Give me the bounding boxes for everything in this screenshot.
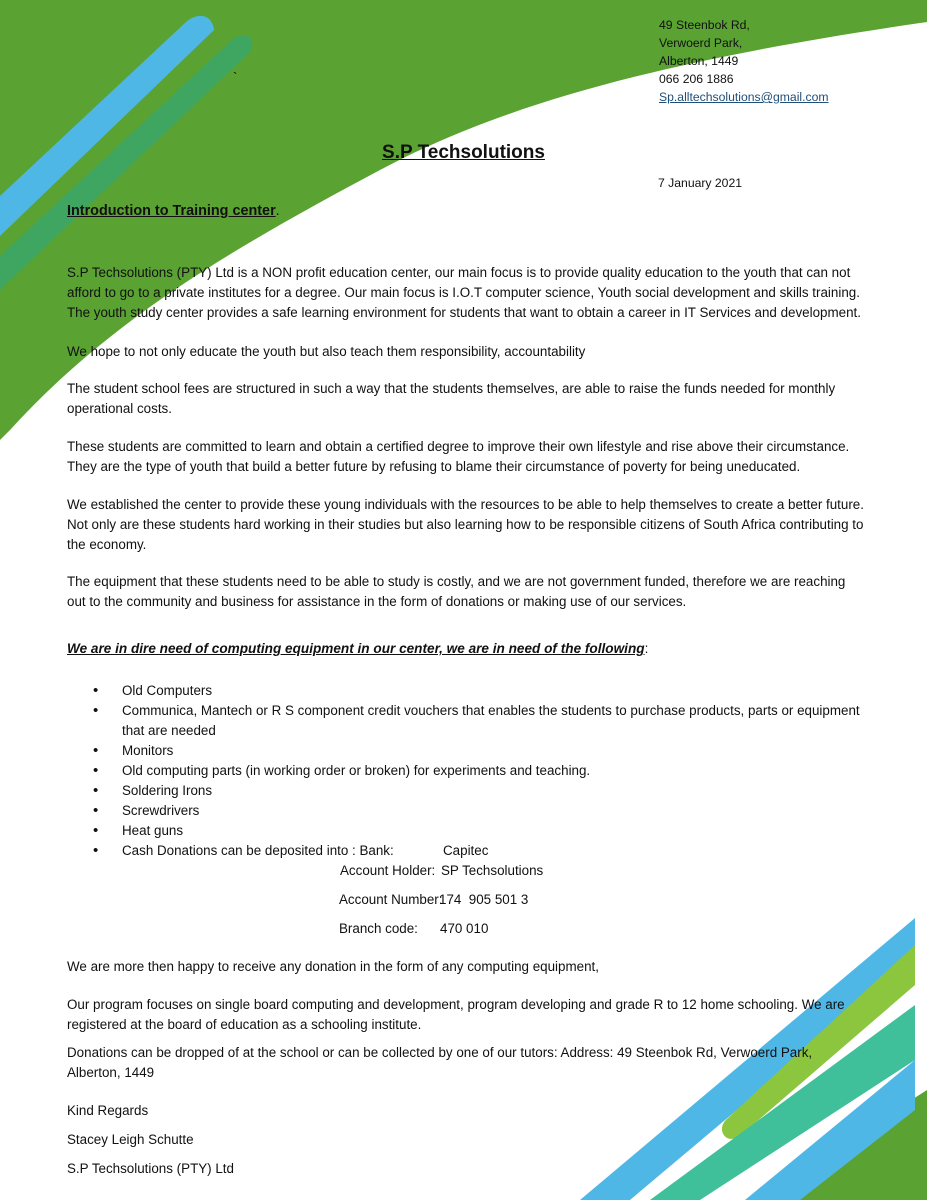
- signoff-greeting: Kind Regards: [67, 1103, 149, 1118]
- closing-paragraph-2: Our program focuses on single board computing and development, program developing and grade R to 12 home schooling. We are registered at the board of education as a schooling institute.: [67, 997, 845, 1032]
- sender-address: [659, 16, 829, 106]
- needs-list: [90, 681, 880, 861]
- list-item: • Monitors: [90, 741, 880, 761]
- stray-mark: `: [233, 70, 238, 85]
- needs-heading-text: We are in dire need of computing equipment in our center, we are in need of the following: [67, 641, 645, 656]
- signoff-company: S.P Techsolutions (PTY) Ltd: [67, 1161, 234, 1176]
- list-item: • Old Computers: [90, 681, 880, 701]
- list-item: • Communica, Mantech or R S component credit vouchers that enables the students to purchase products, parts or equipment that are needed: [90, 701, 880, 741]
- list-item: • Heat guns: [90, 821, 880, 841]
- branch-code-value: 470 010: [440, 921, 489, 936]
- address-line-2: Verwoerd Park,: [659, 36, 743, 50]
- email-link[interactable]: Sp.alltechsolutions@gmail.com: [659, 90, 829, 104]
- company-title: S.P Techsolutions: [382, 142, 545, 163]
- list-item: • Soldering Irons: [90, 781, 880, 801]
- needs-heading: [67, 641, 648, 656]
- paragraph-6: The equipment that these students need to be able to study is costly, and we are not government funded, therefore we are reaching out to the community and business for assistance in the form of donations or making use of our services.: [67, 574, 846, 609]
- list-item: • Old computing parts (in working order or broken) for experiments and teaching.: [90, 761, 880, 781]
- list-item: • Cash Donations can be deposited into : Bank:: [90, 841, 880, 861]
- address-line-3: Alberton, 1449: [659, 54, 739, 68]
- paragraph-4: These students are committed to learn and obtain a certified degree to improve their own lifestyle and rise above their circumstance. They are the type of youth that build a better future by refusing to blame their circumstance of poverty for being uneducated.: [67, 439, 850, 474]
- needs-heading-suffix: :: [644, 641, 649, 656]
- intro-heading-text: Introduction to Training center: [67, 203, 276, 219]
- account-number-label: Account Number:: [339, 892, 443, 907]
- signoff-name: Stacey Leigh Schutte: [67, 1132, 194, 1147]
- phone-number: 066 206 1886: [659, 72, 734, 86]
- account-holder-label: Account Holder:: [340, 863, 436, 878]
- letter-date: 7 January 2021: [658, 176, 743, 190]
- paragraph-2: We hope to not only educate the youth but also teach them responsibility, accountability: [67, 344, 586, 359]
- account-number-value: 174 905 501 3: [439, 892, 529, 907]
- bank-name: Capitec: [443, 843, 489, 858]
- closing-paragraph-1: We are more then happy to receive any donation in the form of any computing equipment,: [67, 959, 599, 974]
- intro-heading: [67, 203, 280, 219]
- intro-heading-suffix: .: [275, 203, 280, 219]
- paragraph-5: We established the center to provide these young individuals with the resources to be able to help themselves to create a better future. Not only are these students hard working in their studies but also learning how to be responsible citizens of South Africa contributing to the economy.: [67, 497, 864, 552]
- account-holder-value: SP Techsolutions: [441, 863, 544, 878]
- branch-code-label: Branch code:: [339, 921, 418, 936]
- paragraph-1: S.P Techsolutions (PTY) Ltd is a NON profit education center, our main focus is to provide quality education to the youth that can not afford to go to a private institutes for a degree. Our main focus is I.O.T computer science, Youth social development and skills training. The youth study center provides a safe learning environment for students that want to obtain a career in IT Services and development.: [67, 265, 861, 320]
- address-line-1: 49 Steenbok Rd,: [659, 18, 750, 32]
- paragraph-3: The student school fees are structured in such a way that the students themselves, are able to raise the funds needed for monthly operational costs.: [67, 381, 836, 416]
- closing-paragraph-3: Donations can be dropped of at the school or can be collected by one of our tutors: Address: 49 Steenbok Rd, Verwoerd Park, Alberton, 1449: [67, 1045, 813, 1080]
- list-item: • Screwdrivers: [90, 801, 880, 821]
